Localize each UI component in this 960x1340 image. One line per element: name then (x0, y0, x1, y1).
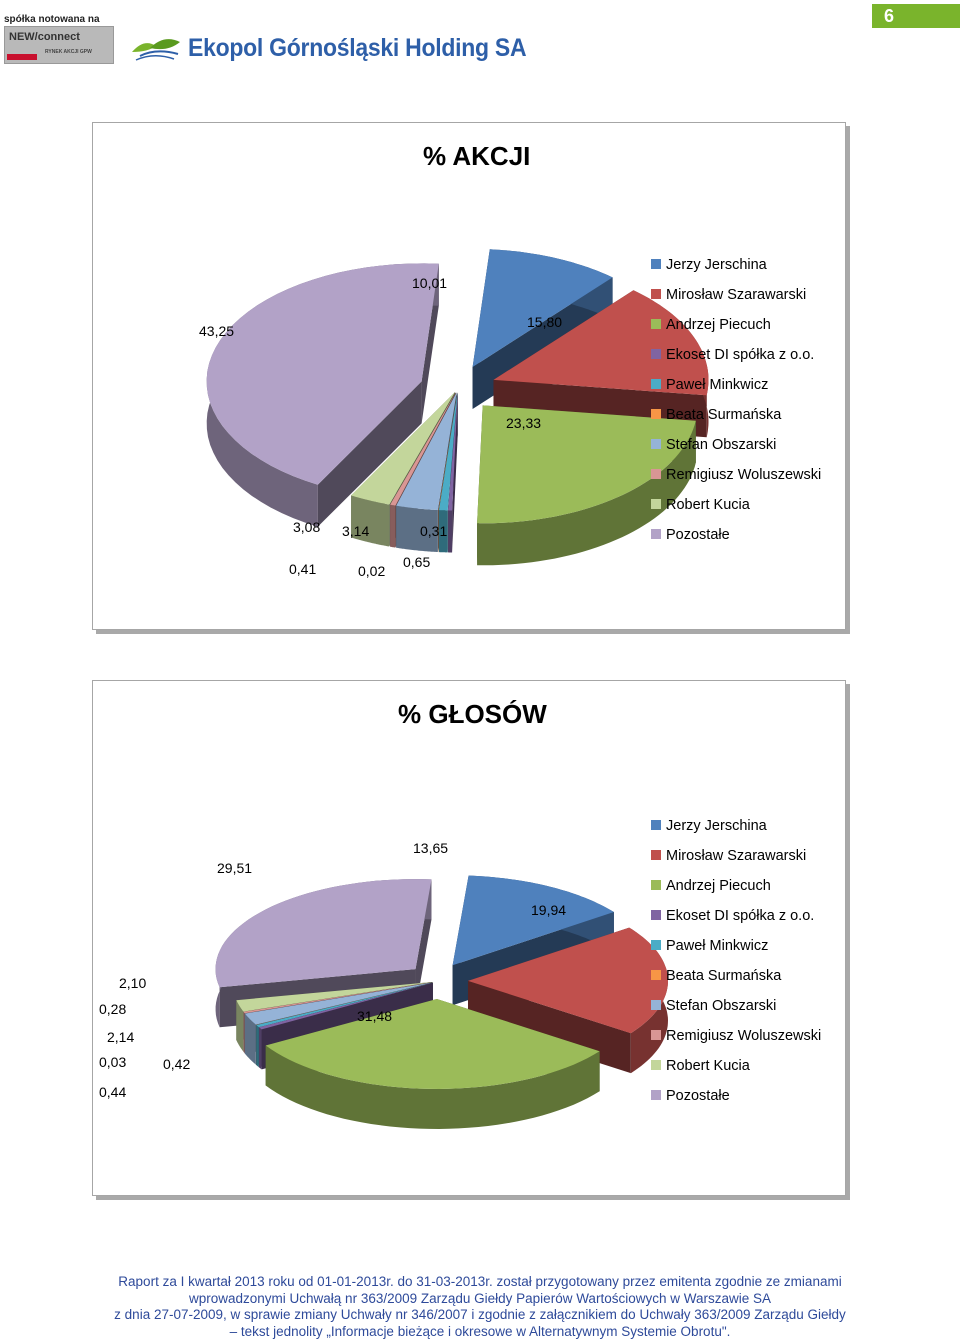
legend-label: Remigiusz Woluszewski (666, 1028, 821, 1044)
company-name: Ekopol Górnośląski Holding SA (188, 34, 526, 63)
legend-item-miroslaw (651, 848, 806, 864)
legend-swatch (651, 970, 661, 980)
legend-label: Stefan Obszarski (666, 998, 776, 1014)
badge-box (4, 26, 114, 64)
legend-item-ekoset (651, 908, 814, 924)
legend-swatch (651, 1090, 661, 1100)
legend-item-robert (651, 1058, 751, 1074)
data-label-andrzej: 31,48 (357, 1008, 392, 1024)
legend-swatch (651, 469, 661, 479)
footer-line: – tekst jednolity „Informacje bieżące i okresowe w Alternatywnym Systemie Obrotu". (0, 1324, 960, 1340)
footer-line: Raport za I kwartał 2013 roku od 01-01-2013r. do 31-03-2013r. został przygotowany przez emitenta zgodnie ze zmianami (0, 1274, 960, 1291)
data-label-pawel: 0,65 (403, 554, 430, 570)
legend-item-stefan (651, 437, 776, 453)
legend-item-remigiusz (651, 1028, 821, 1044)
legend-item-jerzy (651, 818, 768, 834)
legend-item-jerzy (651, 257, 768, 273)
legend-label: Pozostałe (666, 1088, 730, 1104)
page-number-badge (872, 4, 960, 28)
data-label-pozostale: 29,51 (217, 860, 252, 876)
data-label-remigiusz: 0,28 (99, 1001, 126, 1017)
data-label-robert: 3,08 (293, 519, 320, 535)
legend-item-beata (651, 968, 782, 984)
legend-label: Pozostałe (666, 527, 730, 543)
data-label-pawel: 0,44 (99, 1084, 126, 1100)
footer-line: z dnia 27-07-2009, w sprawie zmiany Uchwały nr 346/2007 i zgodnie z załącznikiem do Uchwały 363/2009 Zarządu Giełdy (0, 1307, 960, 1324)
data-label-stefan: 3,14 (342, 523, 369, 539)
legend-swatch (651, 850, 661, 860)
legend-item-ekoset (651, 347, 814, 363)
legend-swatch (651, 880, 661, 890)
legend-swatch (651, 940, 661, 950)
legend-label: Mirosław Szarawarski (666, 848, 806, 864)
legend-swatch (651, 349, 661, 359)
legend-swatch (651, 379, 661, 389)
chart-title: % GŁOSÓW (398, 699, 547, 730)
legend-swatch (651, 1030, 661, 1040)
data-label-miroslaw: 19,94 (531, 902, 566, 918)
legend-label: Jerzy Jerschina (666, 257, 768, 273)
data-label-stefan: 2,14 (107, 1029, 134, 1045)
data-label-pozostale: 43,25 (199, 323, 234, 339)
data-label-jerzy: 13,65 (413, 840, 448, 856)
chart-akcji (92, 122, 846, 630)
legend-label: Beata Surmańska (666, 968, 782, 984)
newconnect-badge (4, 14, 114, 64)
legend-swatch (651, 820, 661, 830)
legend-label: Andrzej Piecuch (666, 878, 771, 894)
legend-label: Beata Surmańska (666, 407, 782, 423)
footer-line: wprowadzonymi Uchwałą nr 363/2009 Zarządu Giełdy Papierów Wartościowych w Warszawie SA (0, 1291, 960, 1308)
legend-swatch (651, 319, 661, 329)
data-label-ekoset: 0,42 (163, 1056, 190, 1072)
legend-label: Ekoset DI spółka z o.o. (666, 908, 814, 924)
legend-swatch (651, 499, 661, 509)
legend-label: Ekoset DI spółka z o.o. (666, 347, 814, 363)
legend-label: Paweł Minkwicz (666, 938, 768, 954)
legend-item-stefan (651, 998, 776, 1014)
data-label-andrzej: 23,33 (506, 415, 541, 431)
badge-main-text: NEW/connect (9, 31, 80, 43)
page-number: 6 (884, 4, 894, 28)
legend-item-pawel (651, 938, 768, 954)
badge-stripe (7, 54, 37, 60)
legend-item-remigiusz (651, 467, 821, 483)
legend-swatch (651, 1060, 661, 1070)
data-label-robert: 2,10 (119, 975, 146, 991)
legend-label: Stefan Obszarski (666, 437, 776, 453)
data-label-jerzy: 10,01 (412, 275, 447, 291)
legend-swatch (651, 289, 661, 299)
data-label-beata: 0,03 (99, 1054, 126, 1070)
legend-item-andrzej (651, 878, 771, 894)
legend-item-pozostale (651, 1088, 730, 1104)
legend-label: Paweł Minkwicz (666, 377, 768, 393)
chart-title: % AKCJI (423, 141, 530, 172)
data-label-miroslaw: 15,80 (527, 314, 562, 330)
legend-swatch (651, 1000, 661, 1010)
legend-swatch (651, 439, 661, 449)
badge-sub-text: RYNEK AKCJI GPW (45, 49, 92, 55)
legend-item-miroslaw (651, 287, 806, 303)
legend-item-pawel (651, 377, 768, 393)
data-label-ekoset: 0,31 (420, 523, 447, 539)
legend-swatch (651, 259, 661, 269)
chart-glosow (92, 680, 846, 1196)
data-label-remigiusz: 0,41 (289, 561, 316, 577)
chart-glosow-svg (93, 681, 845, 1195)
legend-label: Andrzej Piecuch (666, 317, 771, 333)
legend-label: Remigiusz Woluszewski (666, 467, 821, 483)
legend-item-robert (651, 497, 751, 513)
legend-item-pozostale (651, 527, 730, 543)
legend-item-beata (651, 407, 782, 423)
legend-swatch (651, 529, 661, 539)
leaf-logo-icon (130, 32, 182, 62)
legend-label: Mirosław Szarawarski (666, 287, 806, 303)
legend-label: Robert Kucia (666, 497, 751, 513)
report-footer (0, 1274, 960, 1340)
data-label-beata: 0,02 (358, 563, 385, 579)
legend-swatch (651, 910, 661, 920)
legend-label: Robert Kucia (666, 1058, 751, 1074)
legend-item-andrzej (651, 317, 771, 333)
badge-top-text: spółka notowana na (4, 14, 114, 26)
chart-akcji-svg (93, 123, 845, 629)
legend-label: Jerzy Jerschina (666, 818, 768, 834)
legend-swatch (651, 409, 661, 419)
